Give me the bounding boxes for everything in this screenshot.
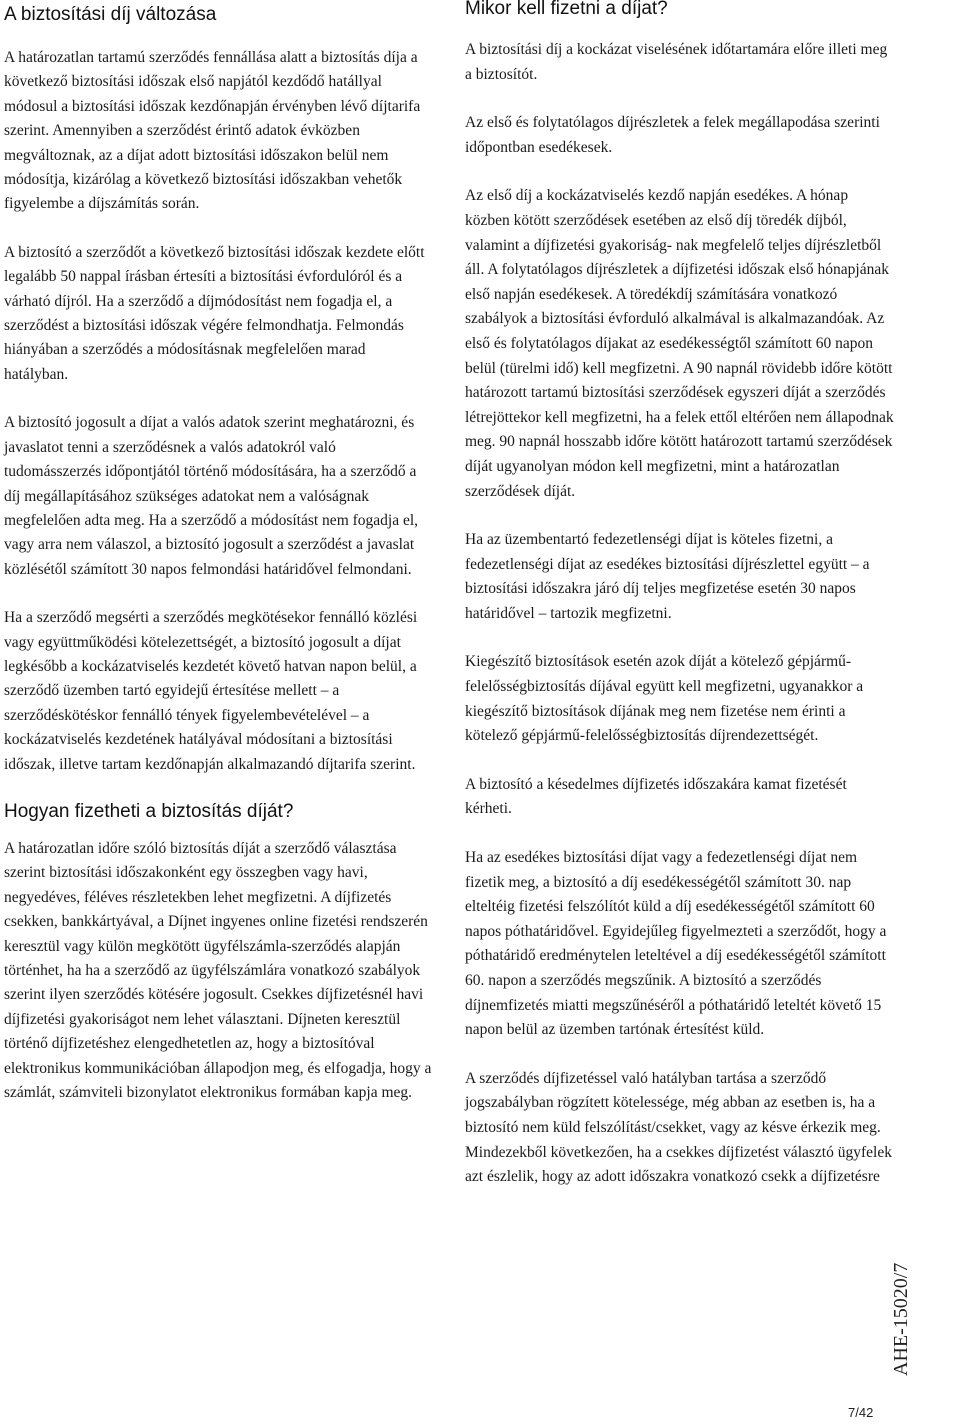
paragraph: Az első díj a kockázatviselés kezdő napján esedékes. A hónap közben kötött szerződések esetében az első díj töredék díjból, valamint a díjfizetési gyakoriság- nak megfelelő teljes díjrészletből áll. A folytatólagos díjrészletek a díjfizetési időszak első hónapjának első napján esedékesek. A töredékdíj számítására vonatkozó szabályok a biztosítási évforduló alkalmával is alkalmazandóak. Az első és folytatólagos díjakat az esedékességtől számított 60 napon belül (türelmi idő) kell megfizetni. A 90 napnál rövidebb időre kötött határozott tartamú biztosítási szerződések egyszeri díját a szerződés létrejöttekor kell megfizetni, ha a felek ettől eltérően nem állapodnak meg. 90 napnál hosszabb időre kötött határozott tartamú szerződések díját ugyanolyan módon kell megfizetni, mint a határozatlan szerződések díját.	[465, 187, 894, 500]
paragraph: A biztosító a szerződőt a következő biztosítási időszak kezdete előtt legalább 50 nappal írásban értesíti a biztosítási évfordulóról és a várható díjról. Ha a szerződő a díjmódosítást nem fogadja el, a szerződést a biztosítási időszak végére felmondhatja. Felmondás hiányában a szerződés a módosításnak megfelelően marad hatályban.	[4, 243, 425, 383]
paragraph: A határozatlan tartamú szerződés fennállása alatt a biztosítás díja a következő biztosítási időszak első napjától kezdődő hatállyal módosul a biztosítási időszak kezdőnapján érvényben lévő díjtarifa szerint. Amennyiben a szerződést érintő adatok évközben megváltoznak, az a díjat adott biztosítási időszakon belül nem módosítja, kizárólag a következő biztosítási időszakban vehetők figyelembe a díjszámítás során.	[4, 49, 421, 213]
right-column	[465, 0, 895, 1214]
paragraph: Ha az üzembentartó fedezetlenségi díjat is köteles fizetni, a fedezetlenségi díjat az esedékes biztosítási díjrészlettel együtt – a biztosítási időszakra járó díj teljes megfizetése esetén 30 napos határidővel – tartozik megfizetni.	[465, 531, 870, 622]
paragraph: Ha a szerződő megsérti a szerződés megkötésekor fennálló közlési vagy együttműködési kötelezettségét, a biztosító jogosult a díjat legkésőbb a kockázatviselés kezdetét követő hatvan napon belül, a szerződő üzemben tartó egyidejű értesítése mellett – a szerződéskötéskor fennálló tények figyelembevételével – a kockázatviselés kezdetének hatályával módosítani a biztosítási időszak, illetve tartam kezdőnapján alkalmazandó díjtarifa szerint.	[4, 609, 418, 773]
paragraph: Ha az esedékes biztosítási díjat vagy a fedezetlenségi díjat nem fizetik meg, a biztosító a díj esedékességétől számított 30. nap elteltéig fizetési felszólítót küld a díj esedékességétől számított 60 napos póthatáridővel. Egyidejűleg figyelmezteti a szerződőt, hogy a póthatáridő eredménytelen leteltével a díj esedékességétől számított 60. napon a szerződés megszűnik. A biztosító a szerződés díjnemfizetés miatti megszűnéséről a póthatáridő leteltét követő 15 napon belül az üzemben tartónak értesítést küld.	[465, 849, 887, 1039]
paragraph: A szerződés díjfizetéssel való hatályban tartása a szerződő jogszabályban rögzített kötelessége, még abban az esetben is, ha a biztosító nem küld felszólítást/csekket, vagy az késve érkezik meg. Mindezekből következően, ha a csekkes díjfizetést választó ügyfelek azt észlelik, hogy az adott időszakra vonatkozó csekk a díjfizetésre	[465, 1069, 892, 1186]
paragraph: A biztosító jogosult a díjat a valós adatok szerint meghatározni, és javaslatot tenni a szerződésnek a valós adatokról való tudomásszerzés időpontjától történő módosítására, ha a szerződő a díj megállapításához szükséges adatokat nem a valóságnak megfelelően adta meg. Ha a szerződő a módosítást nem fogadja el, vagy arra nem válaszol, a biztosító jogosult a szerződést a javaslat közlésétől számított 30 napos felmondási határidővel felmondani.	[4, 414, 419, 578]
heading-how-to-pay: Hogyan fizetheti a biztosítás díját?	[4, 800, 294, 822]
paragraph: A biztosító a késedelmes díjfizetés időszakára kamat fizetését kérheti.	[465, 775, 847, 818]
paragraph: Az első és folytatólagos díjrészletek a felek megállapodása szerinti időpontban esedékesek.	[465, 114, 880, 156]
paragraph: Kiegészítő biztosítások esetén azok díját a kötelező gépjármű- felelősségbiztosítás díjával együtt kell megfizetni, ugyanakkor a kiegészítő biztosítások díjának meg nem fizetése nem érinti a kötelező gépjármű-felelősségbiztosítás díjrendezettségét.	[465, 653, 864, 745]
left-column	[4, 0, 432, 1129]
paragraph: A határozatlan időre szóló biztosítás díját a szerződő választása szerint biztosítási időszakonként egy összegben vagy havi, negyedéves, féléves részletekben lehet megfizetni. A díjfizetés csekken, bankkártyával, a Díjnet ingyenes online fizetési rendszerén keresztül vagy külön megkötött ügyfélszámla-szerződés alapján történhet, ha ha a szerződő az ügyfélszámlára vonatkozó szabályok szerint ilyen szerződés kötésére jogosult. Csekkes díjfizetésnél havi díjfizetési gyakoriságot nem lehet választani. Díjneten keresztül történő díjfizetéshez elengedhetetlen az, hogy a biztosítóval elektronikus kommunikációban állapodjon meg, és elfogadja, hogy a számlát, számviteli bizonylatot elektronikus formában kapja meg.	[4, 839, 432, 1102]
paragraph: A biztosítási díj a kockázat viselésének időtartamára előre illeti meg a biztosítót.	[465, 41, 888, 83]
page-number: 7/42	[848, 1405, 874, 1420]
document-code: AHE-15020/7	[890, 1262, 912, 1376]
heading-when-to-pay: Mikor kell fizetni a díjat?	[465, 0, 668, 19]
heading-premium-change: A biztosítási díj változása	[4, 4, 217, 25]
